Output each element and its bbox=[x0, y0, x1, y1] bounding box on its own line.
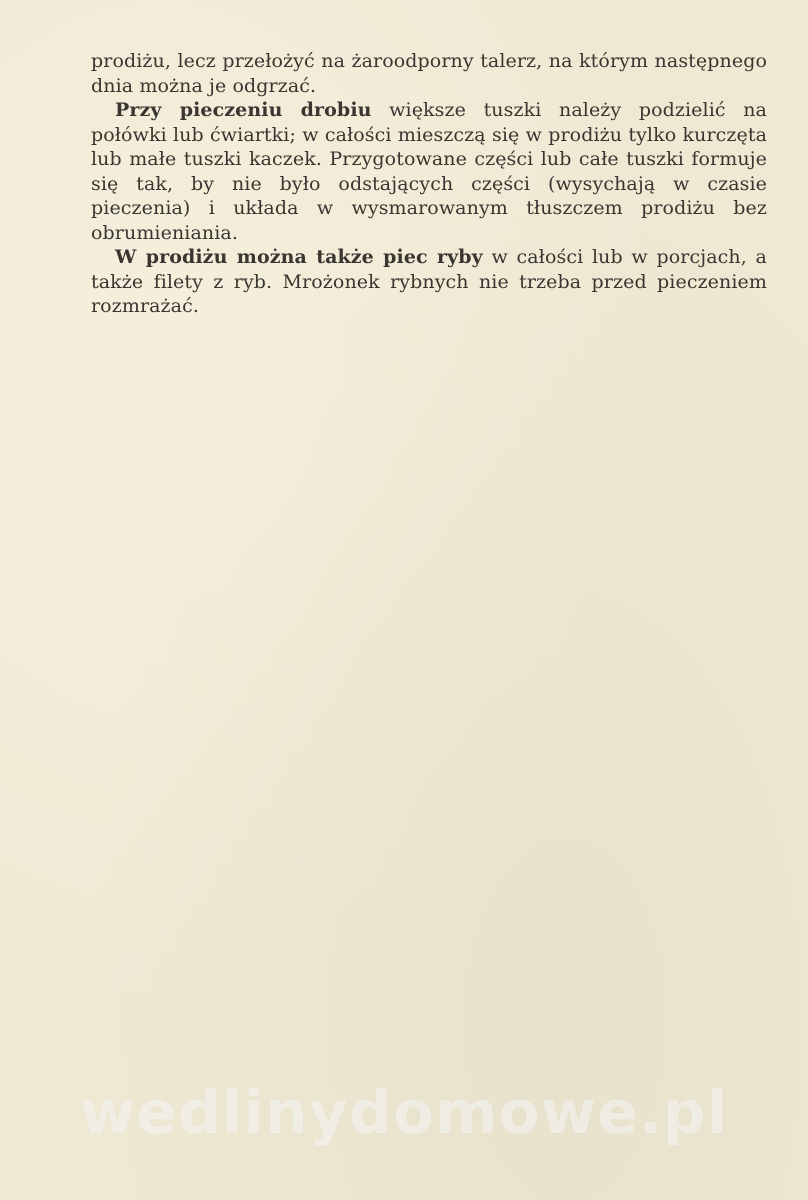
paragraph-2-text: większe tuszki należy podzielić na połówki lub ćwiartki; w całości mieszczą się w prodiżu tylko kurczęta lub małe tuszki kaczek. Przygotowane części lub całe tuszki formuje się tak, by nie było odstających części (wysychają w czasie pieczenia) i układa w wysmarowanym tłuszczem prodiżu bez obrumieniania. bbox=[91, 99, 767, 244]
body-text bbox=[91, 49, 767, 319]
paragraph-fish bbox=[91, 245, 767, 319]
paragraph-3-text: w całości lub w porcjach, a także filety z ryb. Mrożonek rybnych nie trzeba przed pieczeniem rozmrażać. bbox=[91, 246, 767, 317]
paragraph-1-text: prodiżu, lecz przełożyć na żaroodporny talerz, na którym następnego dnia można je odgrzać. bbox=[91, 50, 767, 97]
paragraph-continuation bbox=[91, 49, 767, 98]
site-watermark: wedlinydomowe.pl bbox=[79, 1078, 729, 1148]
paragraph-3-lead: W prodiżu można także piec ryby bbox=[115, 246, 483, 268]
paragraph-poultry bbox=[91, 98, 767, 245]
paragraph-2-lead: Przy pieczeniu drobiu bbox=[115, 99, 372, 121]
